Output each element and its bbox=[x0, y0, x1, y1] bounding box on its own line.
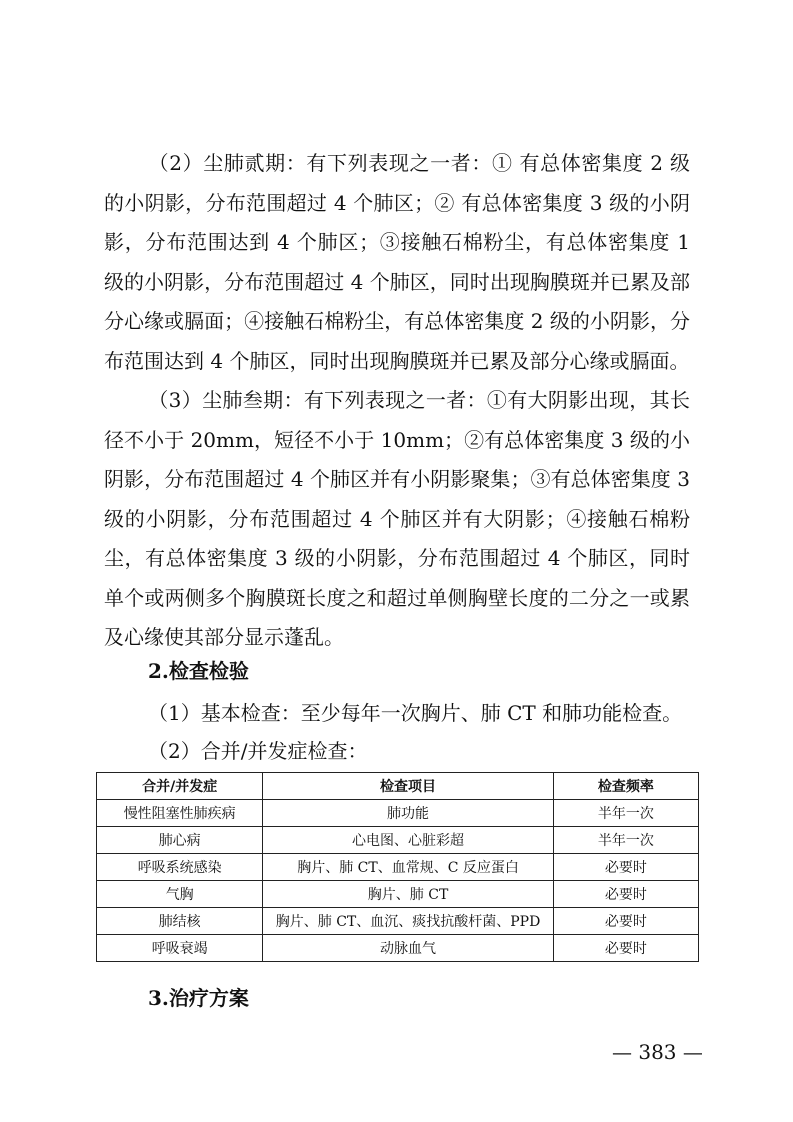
table-cell: 必要时 bbox=[553, 935, 698, 962]
table-cell: 呼吸系统感染 bbox=[97, 854, 263, 881]
table-header-cell: 合并/并发症 bbox=[97, 773, 263, 800]
table-cell: 心电图、心脏彩超 bbox=[263, 827, 553, 854]
section-heading-treatment: 3.治疗方案 bbox=[148, 986, 249, 1010]
table-row bbox=[97, 800, 699, 827]
table-cell: 肺心病 bbox=[97, 827, 263, 854]
table-cell: 慢性阻塞性肺疾病 bbox=[97, 800, 263, 827]
table-row bbox=[97, 854, 699, 881]
table-cell: 肺结核 bbox=[97, 908, 263, 935]
page-number: — 383 — bbox=[612, 1040, 703, 1064]
table-cell: 肺功能 bbox=[263, 800, 553, 827]
table-header-cell: 检查项目 bbox=[263, 773, 553, 800]
paragraph-stage-3-text: （3）尘肺叁期：有下列表现之一者：①有大阴影出现，其长径不小于 20mm，短径不小于 10mm；②有总体密集度 3 级的小阴影，分布范围超过 4 个肺区并有小阴影聚集；③有总体密集度 3 级的小阴影，分布范围超过 4 个肺区并有大阴影；④接触石棉粉尘，有总体密集度 3 级的小阴影，分布范围超过 4 个肺区，同时单个或两侧多个胸膜斑长度之和超过单侧胸壁长度的二分之一或累及心缘使其部分显示蓬乱。 bbox=[104, 388, 690, 649]
table-row bbox=[97, 935, 699, 962]
table-cell: 呼吸衰竭 bbox=[97, 935, 263, 962]
basic-examination-text: （1）基本检查：至少每年一次胸片、肺 CT 和肺功能检查。 bbox=[148, 701, 683, 725]
table-cell: 胸片、肺 CT bbox=[263, 881, 553, 908]
table-row bbox=[97, 881, 699, 908]
table-cell: 半年一次 bbox=[553, 827, 698, 854]
table-header-row bbox=[97, 773, 699, 800]
table-cell: 胸片、肺 CT、血常规、C 反应蛋白 bbox=[263, 854, 553, 881]
table-header-cell: 检查频率 bbox=[553, 773, 698, 800]
table-cell: 气胸 bbox=[97, 881, 263, 908]
section-heading-examination: 2.检查检验 bbox=[148, 659, 249, 683]
table-row bbox=[97, 827, 699, 854]
table-cell: 胸片、肺 CT、血沉、痰找抗酸杆菌、PPD bbox=[263, 908, 553, 935]
table-cell: 必要时 bbox=[553, 854, 698, 881]
paragraph-stage-2 bbox=[104, 144, 690, 381]
paragraph-stage-2-text: （2）尘肺贰期：有下列表现之一者：① 有总体密集度 2 级的小阴影，分布范围超过 4 个肺区；② 有总体密集度 3 级的小阴影，分布范围达到 4 个肺区；③接触石棉粉尘，有总体密集度 1 级的小阴影，分布范围超过 4 个肺区，同时出现胸膜斑并已累及部分心缘或膈面；④接触石棉粉尘，有总体密集度 2 级的小阴影，分布范围达到 4 个肺区，同时出现胸膜斑并已累及部分心缘或膈面。 bbox=[104, 151, 690, 373]
complication-examination-text: （2）合并/并发症检查： bbox=[148, 739, 368, 763]
table-cell: 必要时 bbox=[553, 881, 698, 908]
table-row bbox=[97, 908, 699, 935]
table-cell: 半年一次 bbox=[553, 800, 698, 827]
examination-table bbox=[96, 772, 699, 962]
table-cell: 动脉血气 bbox=[263, 935, 553, 962]
paragraph-stage-3 bbox=[104, 381, 690, 658]
table-cell: 必要时 bbox=[553, 908, 698, 935]
